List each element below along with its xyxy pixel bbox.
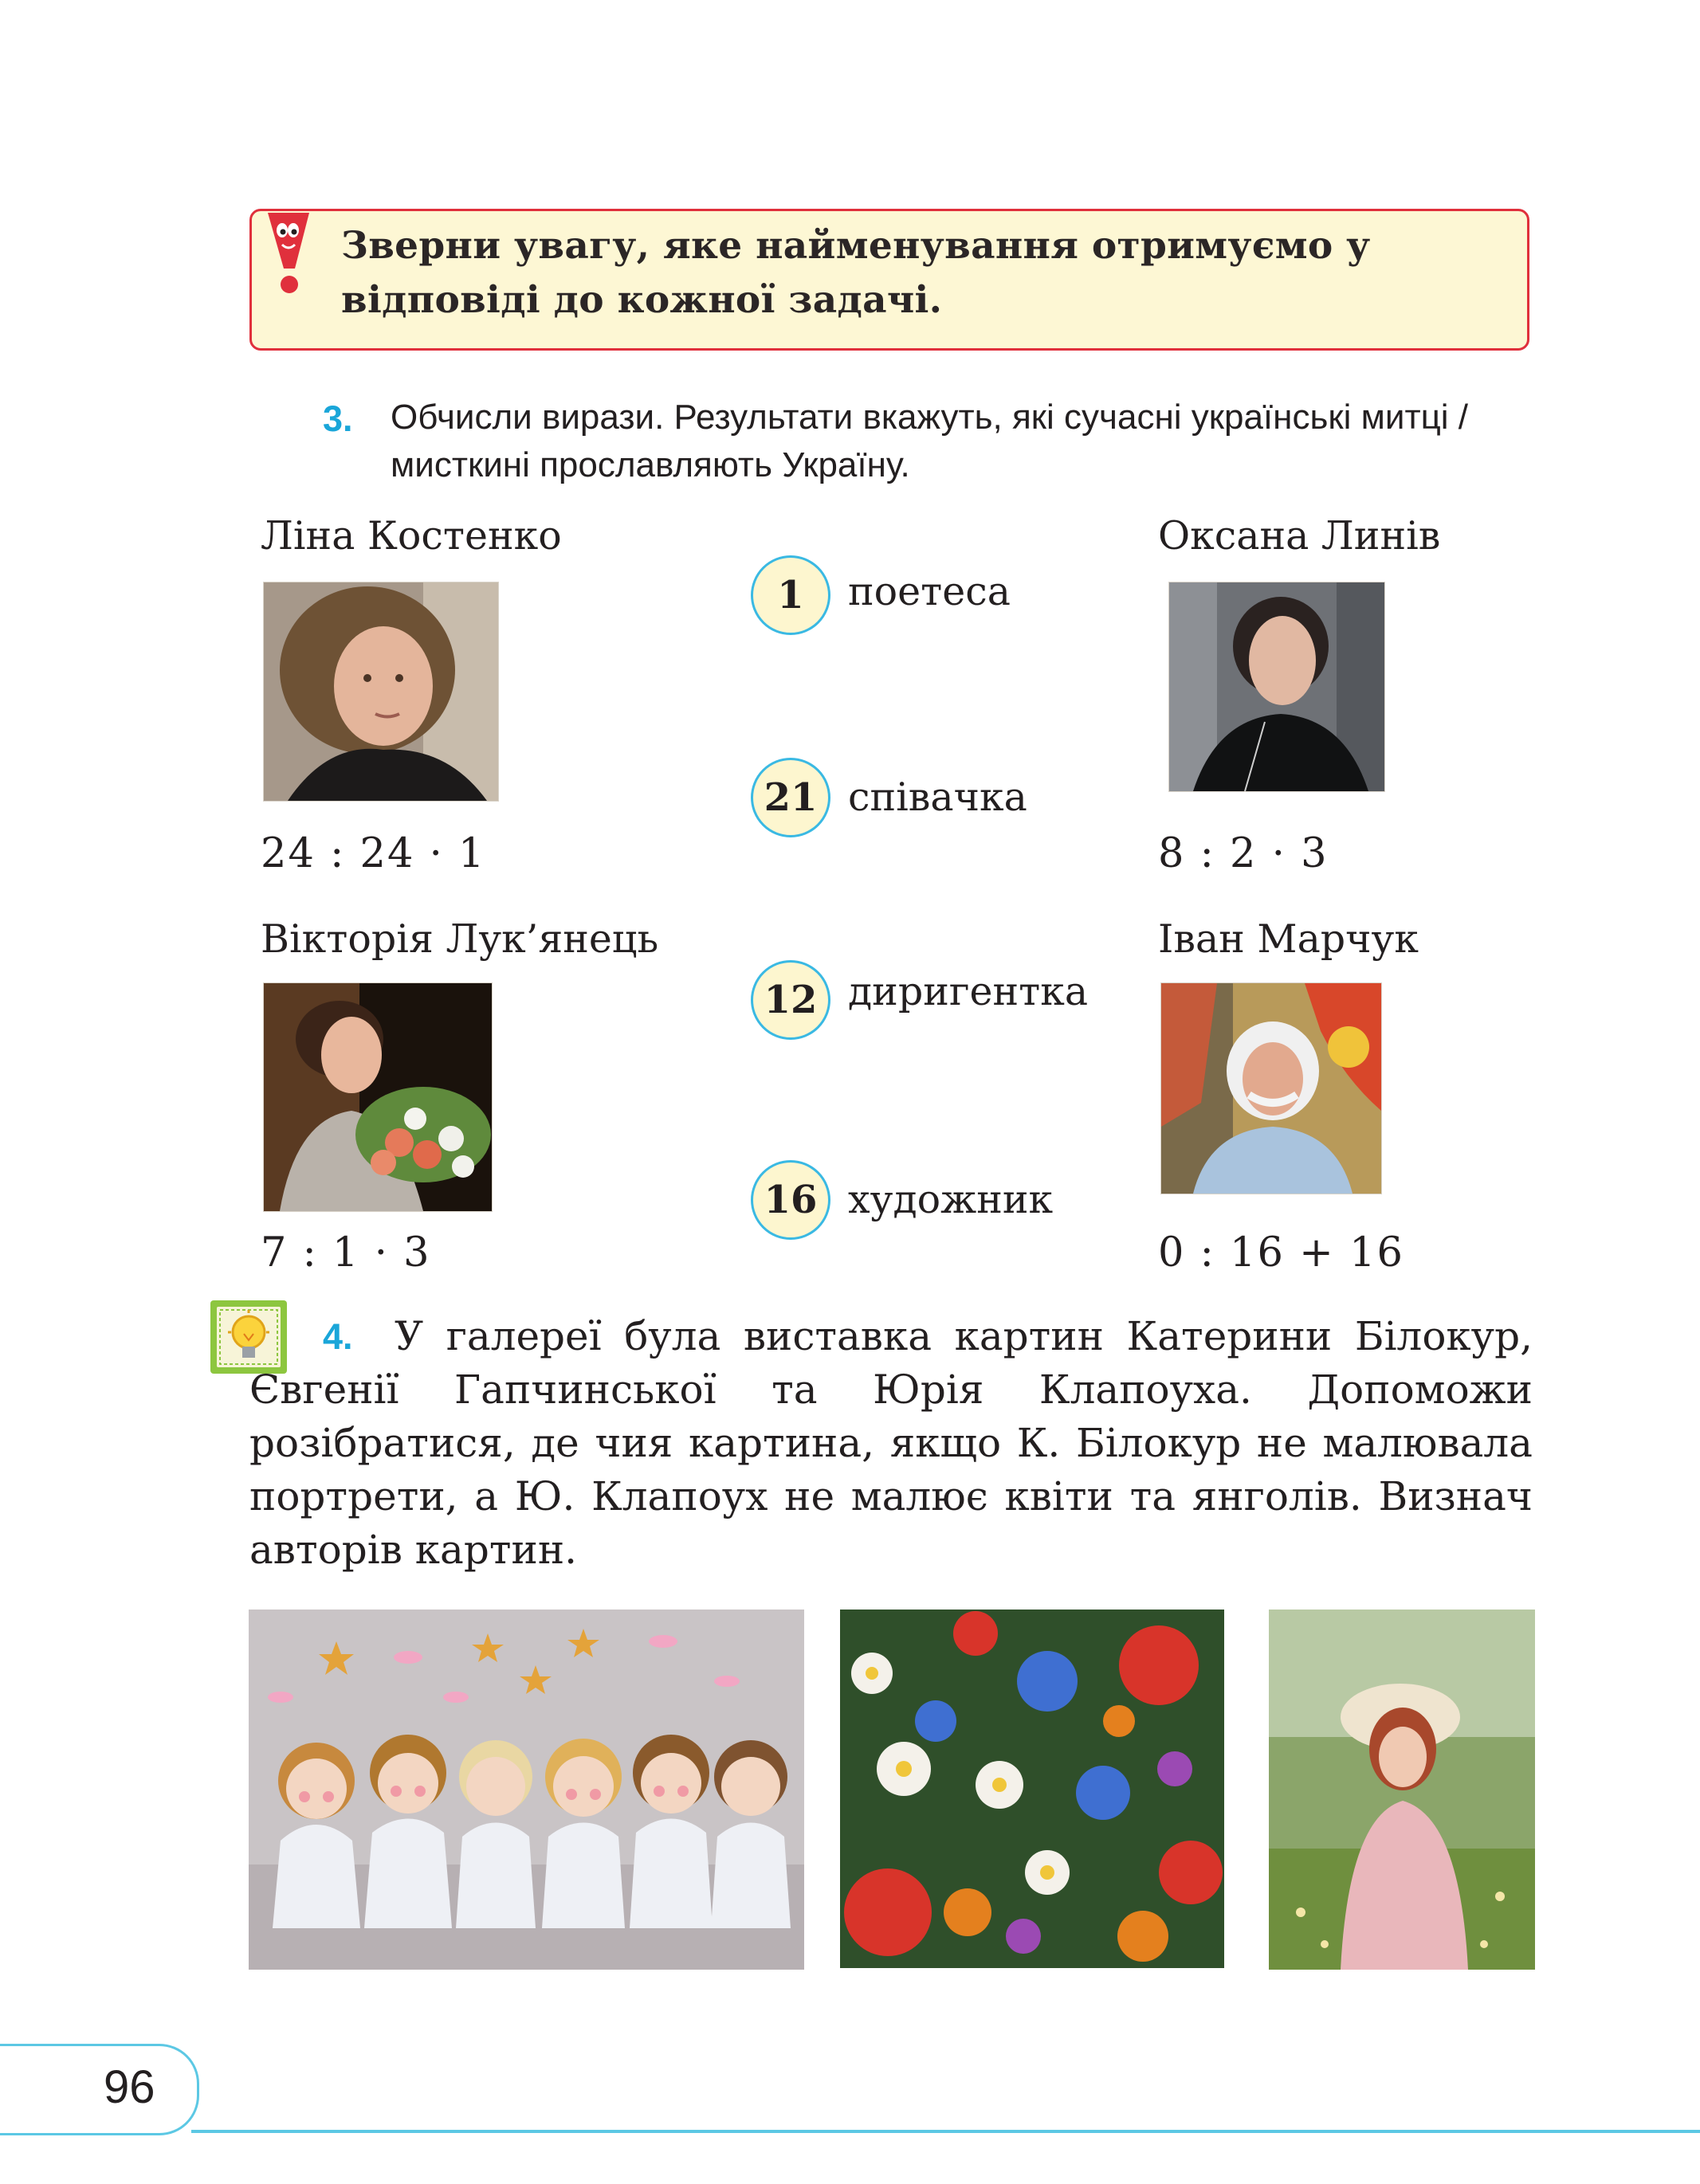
footer-divider [191, 2130, 1700, 2133]
expression: 0 : 16 + 16 [1158, 1229, 1404, 1276]
person-name: Оксана Линів [1158, 513, 1441, 559]
flowers-painting [840, 1610, 1224, 1968]
girl-portrait-painting [1269, 1610, 1535, 1970]
expression: 24 : 24 · 1 [261, 830, 486, 877]
answer-badge: 12 [751, 960, 830, 1040]
answer-badge: 16 [751, 1160, 830, 1240]
task-text: У галереї була виставка картин Катерини Білокур, Євгенії Гапчинської та Юрія Клапоуха. Допоможи розібратися, де чия картина, якщо К. Білокур не малювала портрети, а Ю. Клапоух не малює квіти та янголів. Визнач авторів картин. [249, 1313, 1533, 1573]
answer-label: співачка [848, 774, 1027, 820]
person-name: Іван Марчук [1158, 916, 1419, 962]
exclamation-mascot-icon [265, 211, 312, 299]
attention-text: Зверни увагу, яке найменування отримуємо у відповіді до кожної задачі. [341, 224, 1371, 322]
portrait-photo [1168, 582, 1385, 792]
page-number-tab [0, 2044, 199, 2135]
expression: 8 : 2 · 3 [1158, 830, 1329, 877]
portrait-photo [263, 582, 499, 802]
portrait-photo [1160, 982, 1382, 1194]
page-number: 96 [104, 2061, 155, 2113]
answer-badge: 21 [751, 758, 830, 837]
answer-label: поетеса [848, 569, 1011, 614]
task-number: 4. [323, 1316, 353, 1357]
angels-painting [249, 1610, 804, 1970]
person-name: Вікторія Лук’янець [261, 916, 659, 962]
task-number: 3. [323, 398, 353, 439]
attention-box [249, 209, 1529, 351]
answer-label: художник [848, 1177, 1054, 1222]
task-text: Обчисли вирази. Результати вкажуть, які сучасні українські митці / мисткині прославляють Україну. [391, 398, 1469, 484]
person-name: Ліна Костенко [261, 513, 562, 559]
answer-label: диригентка [848, 969, 1089, 1014]
answer-badge: 1 [751, 555, 830, 635]
expression: 7 : 1 · 3 [261, 1229, 431, 1276]
portrait-photo [263, 982, 493, 1212]
